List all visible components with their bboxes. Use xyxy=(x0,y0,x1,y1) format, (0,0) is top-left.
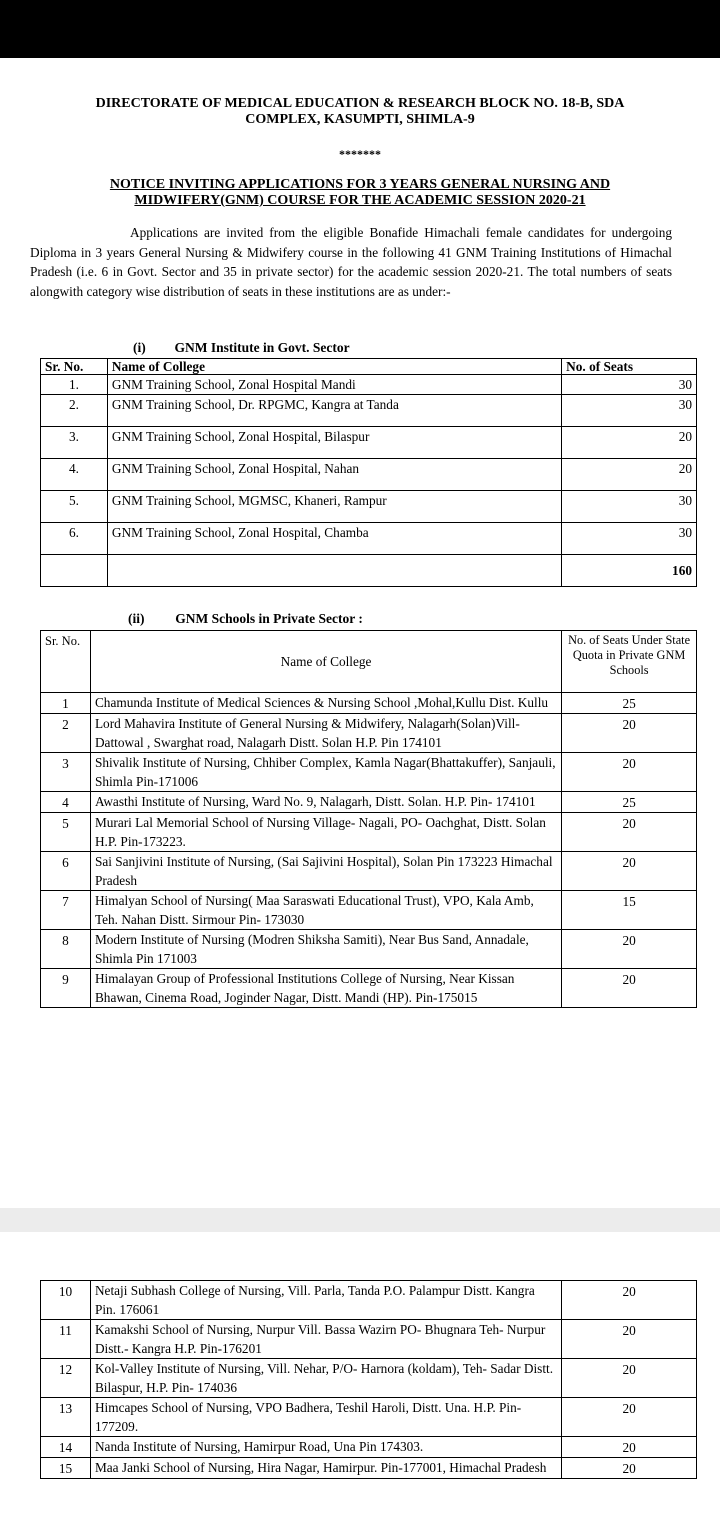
table-row xyxy=(41,753,697,792)
govt-table-header xyxy=(41,359,697,375)
total-seats: 160 xyxy=(562,555,697,587)
row-seats: 20 xyxy=(562,753,697,792)
row-college-name: Nanda Institute of Nursing, Hamirpur Road, Una Pin 174303. xyxy=(90,1437,561,1458)
row-seats: 20 xyxy=(562,930,697,969)
row-seats: 20 xyxy=(562,1281,697,1320)
row-sr-no: 12 xyxy=(41,1359,91,1398)
document-page-1 xyxy=(0,58,720,1208)
header-name: Name of College xyxy=(107,359,561,375)
private-section-number: (ii) xyxy=(128,611,145,626)
govt-section-number: (i) xyxy=(133,340,146,355)
row-college-name: GNM Training School, Dr. RPGMC, Kangra at Tanda xyxy=(107,395,561,427)
notice-line-1: NOTICE INVITING APPLICATIONS FOR 3 YEARS GENERAL NURSING AND xyxy=(109,177,611,192)
row-college-name: Netaji Subhash College of Nursing, Vill. Parla, Tanda P.O. Palampur Distt. Kangra Pin. 176061 xyxy=(90,1281,561,1320)
row-seats: 20 xyxy=(562,813,697,852)
private-table-header xyxy=(41,631,697,693)
header-seats: No. of Seats Under State Quota in Private GNM Schools xyxy=(562,631,697,693)
table-row xyxy=(41,693,697,714)
row-college-name: GNM Training School, Zonal Hospital, Bilaspur xyxy=(107,427,561,459)
row-seats: 20 xyxy=(562,1359,697,1398)
row-seats: 25 xyxy=(562,792,697,813)
table-row xyxy=(41,852,697,891)
directorate-line-2: COMPLEX, KASUMPTI, SHIMLA-9 xyxy=(245,112,475,127)
notice-title xyxy=(0,177,720,209)
row-seats: 30 xyxy=(562,375,697,395)
row-college-name: GNM Training School, Zonal Hospital, Chamba xyxy=(107,523,561,555)
document-page-2 xyxy=(0,1232,720,1520)
table-row xyxy=(41,1359,697,1398)
row-seats: 30 xyxy=(562,523,697,555)
table-row xyxy=(41,891,697,930)
row-college-name: Chamunda Institute of Medical Sciences & Nursing School ,Mohal,Kullu Dist. Kullu xyxy=(90,693,561,714)
table-row xyxy=(41,459,697,491)
row-college-name: Sai Sanjivini Institute of Nursing, (Sai Sajivini Hospital), Solan Pin 173223 Himachal Pradesh xyxy=(90,852,561,891)
row-college-name: Himalayan Group of Professional Institutions College of Nursing, Near Kissan Bhawan, Cinema Road, Joginder Nagar, Distt. Mandi (HP). Pin-175015 xyxy=(90,969,561,1008)
private-table xyxy=(40,630,697,1008)
row-sr-no: 13 xyxy=(41,1398,91,1437)
row-sr-no: 15 xyxy=(41,1458,91,1479)
row-seats: 20 xyxy=(562,1398,697,1437)
row-sr-no: 8 xyxy=(41,930,91,969)
table-row xyxy=(41,930,697,969)
total-empty-2 xyxy=(107,555,561,587)
row-sr-no: 4. xyxy=(41,459,108,491)
row-sr-no: 1. xyxy=(41,375,108,395)
table-row xyxy=(41,1320,697,1359)
table-row xyxy=(41,523,697,555)
row-seats: 20 xyxy=(562,1458,697,1479)
row-seats: 20 xyxy=(562,1320,697,1359)
row-sr-no: 6 xyxy=(41,852,91,891)
row-college-name: Kol-Valley Institute of Nursing, Vill. Nehar, P/O- Harnora (koldam), Teh- Sadar Distt. Bilaspur, H.P. Pin- 174036 xyxy=(90,1359,561,1398)
table-row xyxy=(41,714,697,753)
table-row xyxy=(41,1398,697,1437)
row-seats: 15 xyxy=(562,891,697,930)
row-sr-no: 2 xyxy=(41,714,91,753)
row-seats: 30 xyxy=(562,491,697,523)
directorate-line-1: DIRECTORATE OF MEDICAL EDUCATION & RESEARCH BLOCK NO. 18-B, SDA xyxy=(95,96,625,111)
row-sr-no: 4 xyxy=(41,792,91,813)
row-sr-no: 14 xyxy=(41,1437,91,1458)
row-seats: 20 xyxy=(562,714,697,753)
row-college-name: Awasthi Institute of Nursing, Ward No. 9, Nalagarh, Distt. Solan. H.P. Pin- 174101 xyxy=(90,792,561,813)
row-sr-no: 9 xyxy=(41,969,91,1008)
row-college-name: GNM Training School, Zonal Hospital, Nahan xyxy=(107,459,561,491)
directorate-title xyxy=(0,96,720,128)
row-sr-no: 11 xyxy=(41,1320,91,1359)
table-row xyxy=(41,375,697,395)
row-sr-no: 5 xyxy=(41,813,91,852)
row-sr-no: 3 xyxy=(41,753,91,792)
govt-table xyxy=(40,358,697,587)
row-college-name: GNM Training School, Zonal Hospital Mandi xyxy=(107,375,561,395)
row-sr-no: 6. xyxy=(41,523,108,555)
row-college-name: Himalyan School of Nursing( Maa Saraswati Educational Trust), VPO, Kala Amb, Teh. Nahan Distt. Sirmour Pin- 173030 xyxy=(90,891,561,930)
row-sr-no: 2. xyxy=(41,395,108,427)
table-row xyxy=(41,969,697,1008)
row-sr-no: 10 xyxy=(41,1281,91,1320)
row-seats: 20 xyxy=(562,1437,697,1458)
row-seats: 30 xyxy=(562,395,697,427)
notice-line-2: MIDWIFERY(GNM) COURSE FOR THE ACADEMIC SESSION 2020-21 xyxy=(134,193,586,208)
intro-paragraph xyxy=(30,223,672,302)
total-row xyxy=(41,555,697,587)
private-section-heading xyxy=(128,611,363,627)
separator-stars: ******* xyxy=(339,147,381,161)
private-table-continued xyxy=(40,1280,697,1479)
header-sr-no: Sr. No. xyxy=(41,359,108,375)
row-seats: 25 xyxy=(562,693,697,714)
row-seats: 20 xyxy=(562,459,697,491)
header-seats: No. of Seats xyxy=(562,359,697,375)
intro-text: Applications are invited from the eligible Bonafide Himachali female candidates for undergoing Diploma in 3 years General Nursing & Midwifery course in the following 41 GNM Training Institutions of Himachal Pradesh (i.e. 6 in Govt. Sector and 35 in private sector) for the academic session 2020-21. The total numbers of seats alongwith category wise distribution of seats in these institutions are as under:- xyxy=(30,225,672,300)
table-row xyxy=(41,1281,697,1320)
govt-section-title: GNM Institute in Govt. Sector xyxy=(174,340,350,355)
table-row xyxy=(41,491,697,523)
row-college-name: Himcapes School of Nursing, VPO Badhera, Teshil Haroli, Distt. Una. H.P. Pin-177209. xyxy=(90,1398,561,1437)
row-college-name: Murari Lal Memorial School of Nursing Village- Nagali, PO- Oachghat, Distt. Solan H.P. Pin-173223. xyxy=(90,813,561,852)
row-sr-no: 3. xyxy=(41,427,108,459)
row-sr-no: 1 xyxy=(41,693,91,714)
header-sr-no: Sr. No. xyxy=(41,631,91,693)
row-seats: 20 xyxy=(562,427,697,459)
row-college-name: Lord Mahavira Institute of General Nursing & Midwifery, Nalagarh(Solan)Vill- Dattowal , Swarghat road, Nalagarh Distt. Solan H.P. Pin 174101 xyxy=(90,714,561,753)
table-row xyxy=(41,813,697,852)
private-section-title: GNM Schools in Private Sector : xyxy=(175,611,363,626)
table-row xyxy=(41,792,697,813)
table-row xyxy=(41,1437,697,1458)
row-sr-no: 5. xyxy=(41,491,108,523)
row-college-name: Kamakshi School of Nursing, Nurpur Vill. Bassa Wazirn PO- Bhugnara Teh- Nurpur Distt.- Kangra H.P. Pin-176201 xyxy=(90,1320,561,1359)
total-empty-1 xyxy=(41,555,108,587)
header-name: Name of College xyxy=(90,631,561,693)
row-college-name: Modern Institute of Nursing (Modren Shiksha Samiti), Near Bus Sand, Annadale, Shimla Pin 171003 xyxy=(90,930,561,969)
row-college-name: Maa Janki School of Nursing, Hira Nagar, Hamirpur. Pin-177001, Himachal Pradesh xyxy=(90,1458,561,1479)
row-college-name: GNM Training School, MGMSC, Khaneri, Rampur xyxy=(107,491,561,523)
row-sr-no: 7 xyxy=(41,891,91,930)
row-seats: 20 xyxy=(562,969,697,1008)
status-bar xyxy=(0,0,720,58)
row-college-name: Shivalik Institute of Nursing, Chhiber Complex, Kamla Nagar(Bhattakuffer), Sanjauli, Shimla Pin-171006 xyxy=(90,753,561,792)
row-seats: 20 xyxy=(562,852,697,891)
govt-section-heading xyxy=(133,340,350,356)
table-row xyxy=(41,1458,697,1479)
table-row xyxy=(41,395,697,427)
table-row xyxy=(41,427,697,459)
